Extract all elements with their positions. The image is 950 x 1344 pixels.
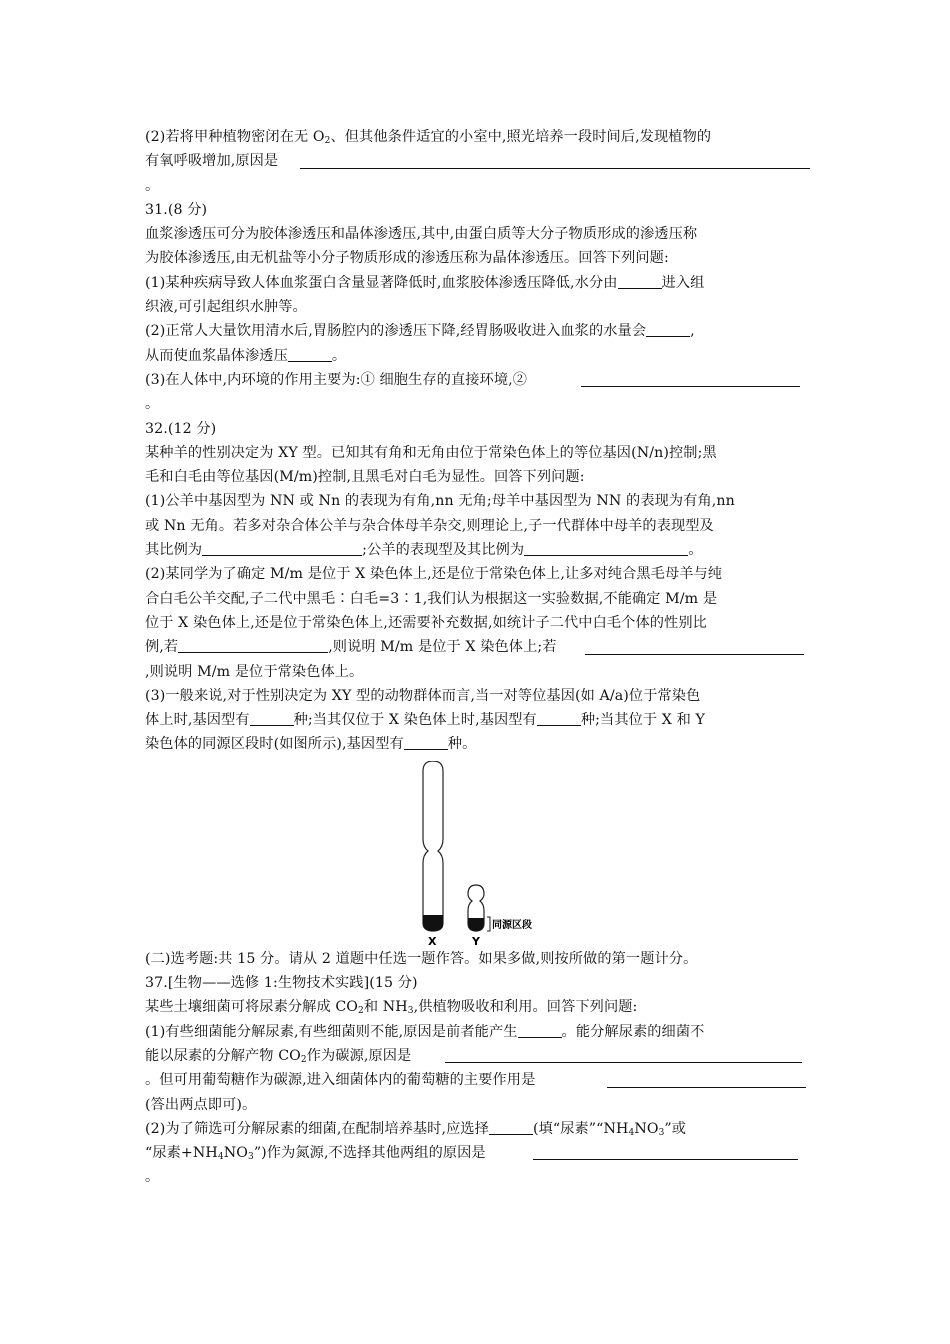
q30-part2-line1: (2)若将甲种植物密闭在无 $O_2$、但其他条件适宜的小室中,照光培养一段时间后,发现植物的 [145, 129, 712, 146]
label-homologous: 同源区段 [492, 919, 532, 931]
q32-part3-line2: 体上时,基因型有 种;当其仅位于 X 染色体上时,基因型有 种;当其位于 X 和 Y [145, 708, 810, 732]
answer-blank[interactable] [518, 1021, 562, 1038]
chromosome-figure [145, 757, 810, 947]
elective-note: (二)选考题:共 15 分。请从 2 道题中任选一题作答。如果多做,则按所做的第一题计分。 [145, 950, 698, 967]
q37-end: 。 [145, 1169, 160, 1186]
answer-blank[interactable] [585, 654, 804, 655]
q37-heading: 37.[生物——选修 1:生物技术实践](15 分) [145, 975, 418, 992]
answer-blank[interactable] [524, 539, 688, 556]
exam-page [145, 125, 810, 1190]
q32-intro-line1: 某种羊的性别决定为 XY 型。已知其有角和无角由位于常染色体上的等位基因(N/n)控制;黑 [145, 444, 717, 461]
y-homologous-segment [468, 918, 484, 931]
q32-part1-line2: 或 Nn 无角。若多对杂合体公羊与杂合体母羊杂交,则理论上,子一代群体中母羊的表现型及 [145, 517, 714, 534]
answer-blank[interactable] [533, 1159, 798, 1160]
q30-part2-line2: 有氧呼吸增加,原因是 [145, 149, 810, 173]
q31-end: 。 [145, 396, 160, 413]
answer-blank[interactable] [537, 709, 581, 726]
q31-part1-line1: (1)某种疾病导致人体血浆蛋白含量显著降低时,血浆胶体渗透压降低,水分由 进入组 [145, 271, 810, 295]
answer-blank[interactable] [607, 1087, 806, 1088]
q32-part2-line5: ,则说明 M/m 是位于常染色体上。 [145, 663, 364, 680]
q37-part1-line4: (答出两点即可)。 [145, 1096, 257, 1113]
answer-blank[interactable] [288, 345, 332, 362]
q32-part1-line1: (1)公羊中基因型为 NN 或 Nn 的表现为有角,nn 无角;母羊中基因型为 NN 的表现为有角,nn [145, 493, 735, 510]
answer-blank[interactable] [178, 636, 328, 653]
q31-heading: 31.(8 分) [145, 201, 208, 218]
q31-intro-line2: 为胶体渗透压,由无机盐等小分子物质形成的渗透压称为晶体渗透压。回答下列问题: [145, 250, 669, 267]
homologous-bracket [487, 917, 490, 931]
q32-intro-line2: 毛和白毛由等位基因(M/m)控制,且黑毛对白毛为显性。回答下列问题: [145, 469, 585, 486]
answer-blank[interactable] [489, 1118, 533, 1135]
answer-blank[interactable] [202, 539, 362, 556]
answer-blank[interactable] [618, 272, 662, 289]
q37-part2-line2: “尿素$+NH_4NO_3$”)作为氮源,不选择其他两组的原因是 [145, 1141, 810, 1165]
q31-part3-line1: (3)在人体中,内环境的作用主要为:① 细胞生存的直接环境,② [145, 368, 810, 392]
q32-part2-line3: 位于 X 染色体上,还是位于常染色体上,还需要补充数据,如统计子二代中白毛个体的性别比 [145, 614, 707, 631]
q37-part1-line3: 。但可用葡萄糖作为碳源,进入细菌体内的葡萄糖的主要作用是 [145, 1068, 810, 1092]
q37-part2-line1: (2)为了筛选可分解尿素的细菌,在配制培养基时,应选择 (填“尿素$”“NH_4NO_3$”或 [145, 1117, 810, 1141]
q32-part1-line3: 其比例为 ;公羊的表现型及其比例为 。 [145, 538, 810, 562]
x-chromosome [423, 761, 443, 931]
answer-blank[interactable] [581, 386, 800, 387]
label-y: Y [472, 934, 480, 947]
x-homologous-segment [423, 915, 443, 931]
answer-blank[interactable] [404, 733, 448, 750]
q37-part1-line2: 能以尿素的分解产物 $CO_2$作为碳源,原因是 [145, 1044, 810, 1068]
label-x: X [428, 934, 437, 947]
xy-chromosome-diagram [403, 761, 553, 947]
q32-heading: 32.(12 分) [145, 420, 217, 437]
q32-part2-line1: (2)某同学为了确定 M/m 是位于 X 染色体上,还是位于常染色体上,让多对纯合黑毛母羊与纯 [145, 566, 723, 583]
q32-part3-line1: (3)一般来说,对于性别决定为 XY 型的动物群体而言,当一对等位基因(如 A/a)位于常染色 [145, 687, 701, 704]
answer-blank[interactable] [250, 709, 294, 726]
q37-part1-line1: (1)有些细菌能分解尿素,有些细菌则不能,原因是前者能产生 。能分解尿素的细菌不 [145, 1020, 810, 1044]
q31-part2-line2: 从而使血浆晶体渗透压 。 [145, 344, 810, 368]
q31-intro-line1: 血浆渗透压可分为胶体渗透压和晶体渗透压,其中,由蛋白质等大分子物质形成的渗透压称 [145, 226, 698, 243]
answer-blank[interactable] [445, 1062, 802, 1063]
q32-part3-line3: 染色体的同源区段时(如图所示),基因型有 种。 [145, 732, 810, 756]
q30-end: 。 [145, 177, 160, 194]
q32-part2-line2: 合白毛公羊交配,子二代中黑毛∶白毛=3∶1,我们认为根据这一实验数据,不能确定 M/m 是 [145, 590, 718, 607]
q31-part2-line1: (2)正常人大量饮用清水后,胃肠腔内的渗透压下降,经胃肠吸收进入血浆的水量会 , [145, 319, 810, 343]
answer-blank[interactable] [646, 320, 690, 337]
q37-intro: 某些土壤细菌可将尿素分解成 $CO_2$和 $NH_3$,供植物吸收和利用。回答下列问题: [145, 999, 638, 1017]
answer-blank[interactable] [300, 168, 810, 169]
q31-part1-line2: 织液,可引起组织水肿等。 [145, 299, 307, 316]
q32-part2-line4: 例,若 ,则说明 M/m 是位于 X 染色体上;若 [145, 635, 810, 659]
